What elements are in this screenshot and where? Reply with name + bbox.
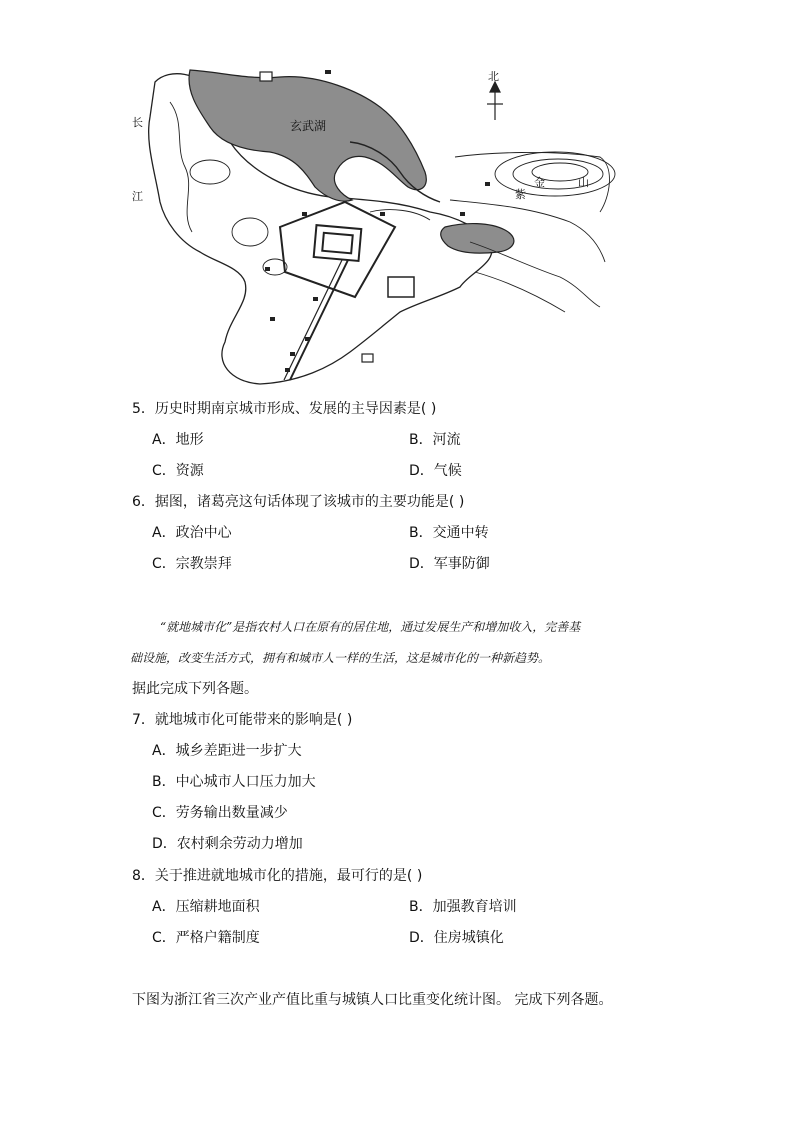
question-5-stem: 5．历史时期南京城市形成、发展的主导因素是( ) [132, 401, 437, 417]
question-8-stem: 8．关于推进就地城市化的措施，最可行的是( ) [132, 868, 423, 884]
question-8-option-d[interactable]: D．住房城镇化 [409, 930, 504, 946]
mountain-label: 山 [578, 176, 589, 189]
lake-label: 玄武湖 [290, 119, 327, 133]
question-5-option-d[interactable]: D．气候 [409, 463, 462, 479]
north-label: 北 [488, 70, 499, 83]
passage-line-2: 础设施，改变生活方式，拥有和城市人一样的生活，这是城市化的一种新趋势。 [130, 651, 551, 665]
north-arrow [487, 82, 503, 120]
question-5-option-b[interactable]: B．河流 [409, 432, 461, 448]
question-7-option-a[interactable]: A．城乡差距进一步扩大 [152, 743, 302, 759]
question-7-option-b[interactable]: B．中心城市人口压力加大 [152, 774, 316, 790]
question-6-option-b[interactable]: B．交通中转 [409, 525, 489, 541]
mountain-label-2: 金 [534, 176, 545, 189]
question-6-option-d[interactable]: D．军事防御 [409, 556, 490, 572]
map-drawing [130, 62, 620, 387]
passage-prompt: 据此完成下列各题。 [132, 681, 258, 697]
question-8-option-c[interactable]: C．严格户籍制度 [152, 930, 260, 946]
question-6-option-c[interactable]: C．宗教崇拜 [152, 556, 232, 572]
question-7-stem: 7．就地城市化可能带来的影响是( ) [132, 712, 353, 728]
chart-intro: 下图为浙江省三次产业产值比重与城镇人口比重变化统计图。 完成下列各题。 [132, 992, 613, 1008]
small-lake [441, 224, 514, 254]
question-7-option-d[interactable]: D．农村剩余劳动力增加 [152, 836, 303, 852]
question-5-option-a[interactable]: A．地形 [152, 432, 204, 448]
river-label-2: 江 [132, 190, 143, 203]
mountain-label-3: 紫 [515, 188, 526, 201]
passage-line-1: “就地城市化”是指农村人口在原有的居住地，通过发展生产和增加收入，完善基 [160, 620, 581, 634]
question-7-option-c[interactable]: C．劳务输出数量减少 [152, 805, 288, 821]
question-8-option-a[interactable]: A．压缩耕地面积 [152, 899, 260, 915]
nanjing-map [130, 62, 620, 387]
river-label-1: 长 [132, 116, 143, 129]
question-5-option-c[interactable]: C．资源 [152, 463, 204, 479]
question-6-stem: 6．据图，诸葛亮这句话体现了该城市的主要功能是( ) [132, 494, 465, 510]
question-6-option-a[interactable]: A．政治中心 [152, 525, 232, 541]
question-8-option-b[interactable]: B．加强教育培训 [409, 899, 517, 915]
